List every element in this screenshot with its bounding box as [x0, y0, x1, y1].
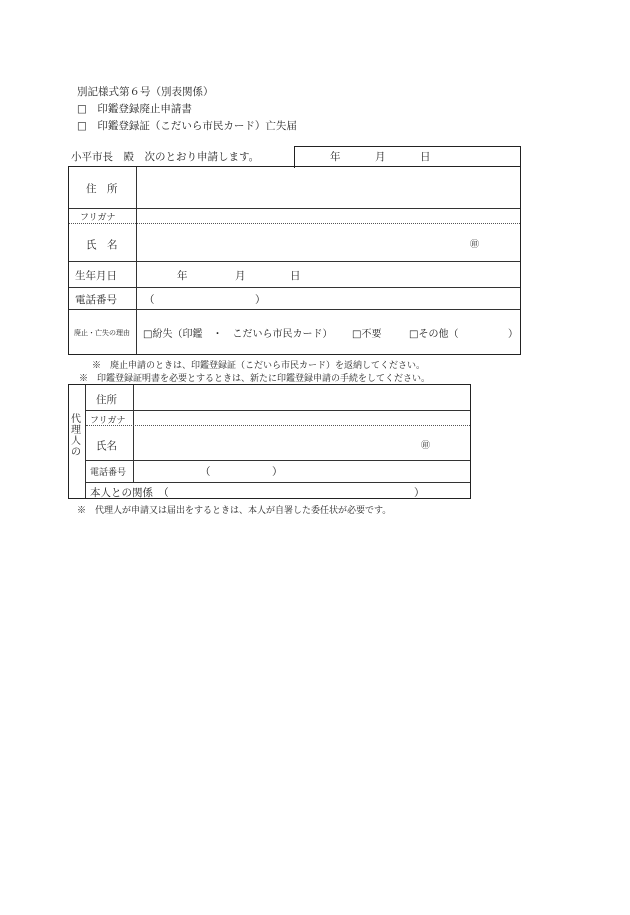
row-line — [86, 482, 470, 483]
birth-year[interactable]: 年 — [177, 270, 188, 282]
note-power-of-attorney: ※ 代理人が申請又は届出をするときは、本人が自署した委任状が必要です。 — [77, 506, 392, 516]
date-day: 日 — [420, 151, 431, 163]
agent-furigana-label: フリガナ — [90, 416, 126, 426]
option-abolition-application[interactable]: □ 印鑑登録廃止申請書 — [77, 103, 192, 115]
note-return-card: ※ 廃止申請のときは、印鑑登録証（こだいら市民カード）を返納してください。 — [92, 361, 426, 371]
date-year: 年 — [330, 151, 341, 163]
agent-address-field[interactable] — [135, 386, 469, 409]
agent-seal-mark: ㊞ — [421, 441, 431, 451]
agent-relation-field[interactable] — [185, 484, 413, 498]
agent-phone-label: 電話番号 — [90, 468, 127, 478]
row-line — [69, 309, 520, 310]
reason-label: 廃止・亡失の理由 — [74, 329, 130, 337]
agent-label-divider — [133, 385, 134, 482]
agent-name-label: 氏名 — [96, 440, 117, 452]
address-label: 住 所 — [86, 183, 118, 195]
row-line — [86, 460, 470, 461]
agent-phone-field[interactable] — [214, 462, 272, 480]
agent-relation-close-paren: ） — [414, 487, 425, 499]
agent-relation-label: 本人との関係 （ — [90, 487, 169, 499]
reason-lost-checkbox[interactable]: □紛失（印鑑 ・ こだいら市民カード） — [143, 329, 333, 340]
birth-day[interactable]: 日 — [290, 270, 301, 282]
agent-side-char: 人 — [71, 436, 81, 447]
phone-open-paren: （ — [144, 294, 155, 306]
row-line — [69, 287, 520, 288]
phone-field[interactable] — [160, 290, 255, 306]
agent-side-char: の — [71, 447, 81, 458]
option-loss-report[interactable]: □ 印鑑登録証（こだいら市民カード）亡失届 — [77, 120, 297, 132]
agent-side-char: 理 — [71, 425, 81, 436]
name-field[interactable] — [138, 224, 458, 260]
addressee-text: 小平市長 殿 次のとおり申請します。 — [71, 151, 260, 163]
agent-phone-open-paren: （ — [200, 466, 211, 478]
furigana-label: フリガナ — [80, 213, 116, 223]
agent-phone-close-paren: ） — [272, 466, 283, 478]
seal-mark: ㊞ — [470, 240, 480, 250]
reason-other-close-paren: ） — [508, 329, 518, 340]
reason-other-checkbox[interactable]: □その他（ — [409, 329, 459, 340]
row-line — [69, 261, 520, 262]
agent-furigana-field[interactable] — [135, 411, 469, 424]
agent-name-field[interactable] — [135, 426, 415, 459]
phone-label: 電話番号 — [75, 294, 117, 306]
note-new-registration: ※ 印鑑登録証明書を必要とするときは、新たに印鑑登録申請の手続をしてください。 — [79, 374, 431, 384]
birthdate-label: 生年月日 — [75, 270, 117, 282]
address-field[interactable] — [138, 168, 519, 207]
birth-month[interactable]: 月 — [235, 270, 246, 282]
agent-side-char: 代 — [71, 414, 81, 425]
agent-address-label: 住所 — [96, 394, 117, 406]
phone-close-paren: ） — [255, 294, 266, 306]
form-number: 別記様式第６号（別表関係） — [77, 86, 214, 98]
name-label: 氏 名 — [86, 239, 118, 251]
date-month: 月 — [375, 151, 386, 163]
reason-unneeded-checkbox[interactable]: □不要 — [352, 329, 382, 340]
agent-side-label — [71, 414, 81, 458]
furigana-field[interactable] — [138, 209, 519, 222]
date-box[interactable] — [294, 146, 521, 168]
